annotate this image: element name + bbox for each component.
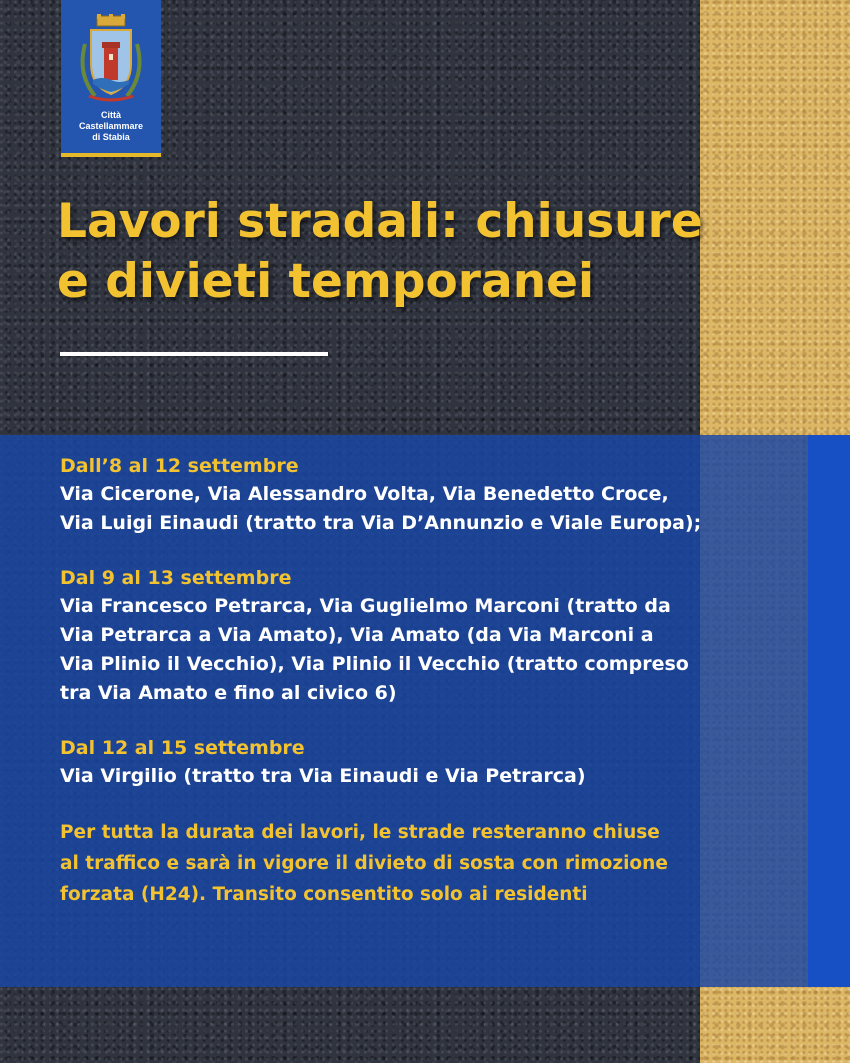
closure-streets-line: Via Virgilio (tratto tra Via Einaudi e Via Petrarca): [60, 765, 586, 787]
logo-text-line: di Stabia: [92, 132, 130, 142]
city-crest-icon: [75, 14, 147, 104]
logo-text-line: Città: [100, 110, 121, 120]
city-logo: [61, 0, 161, 157]
closure-streets-line: Via Plinio il Vecchio), Via Plinio il Vecchio (tratto compreso: [60, 653, 689, 675]
note-line: Per tutta la durata dei lavori, le strade resteranno chiuse: [60, 822, 660, 843]
title-line: e divieti temporanei: [57, 254, 595, 309]
page-title: [57, 192, 817, 312]
closure-section: [60, 564, 800, 708]
closure-streets-line: Via Francesco Petrarca, Via Guglielmo Marconi (tratto da: [60, 595, 671, 617]
logo-underline: [61, 153, 161, 157]
note-line: al traffico e sarà in vigore il divieto di sosta con rimozione: [60, 853, 668, 874]
logo-text: [79, 110, 143, 143]
closure-note: [60, 817, 800, 910]
closure-streets-line: Via Luigi Einaudi (tratto tra Via D’Annunzio e Viale Europa);: [60, 512, 702, 534]
closure-streets-line: tra Via Amato e fino al civico 6): [60, 682, 397, 704]
side-accent-bar: [808, 435, 850, 987]
closure-section: [60, 452, 800, 538]
closure-streets-line: Via Cicerone, Via Alessandro Volta, Via Benedetto Croce,: [60, 483, 669, 505]
closure-date: Dal 9 al 13 settembre: [60, 567, 292, 589]
closure-section: [60, 734, 800, 791]
title-underline: [60, 352, 328, 356]
logo-text-line: Castellammare: [78, 121, 144, 131]
closure-streets-line: Via Petrarca a Via Amato), Via Amato (da Via Marconi a: [60, 624, 654, 646]
closures-list: [60, 452, 800, 910]
closure-date: Dal 12 al 15 settembre: [60, 737, 305, 759]
closure-date: Dall’8 al 12 settembre: [60, 455, 299, 477]
note-line: forzata (H24). Transito consentito solo ai residenti: [60, 884, 588, 905]
title-line: Lavori stradali: chiusure: [57, 194, 703, 249]
